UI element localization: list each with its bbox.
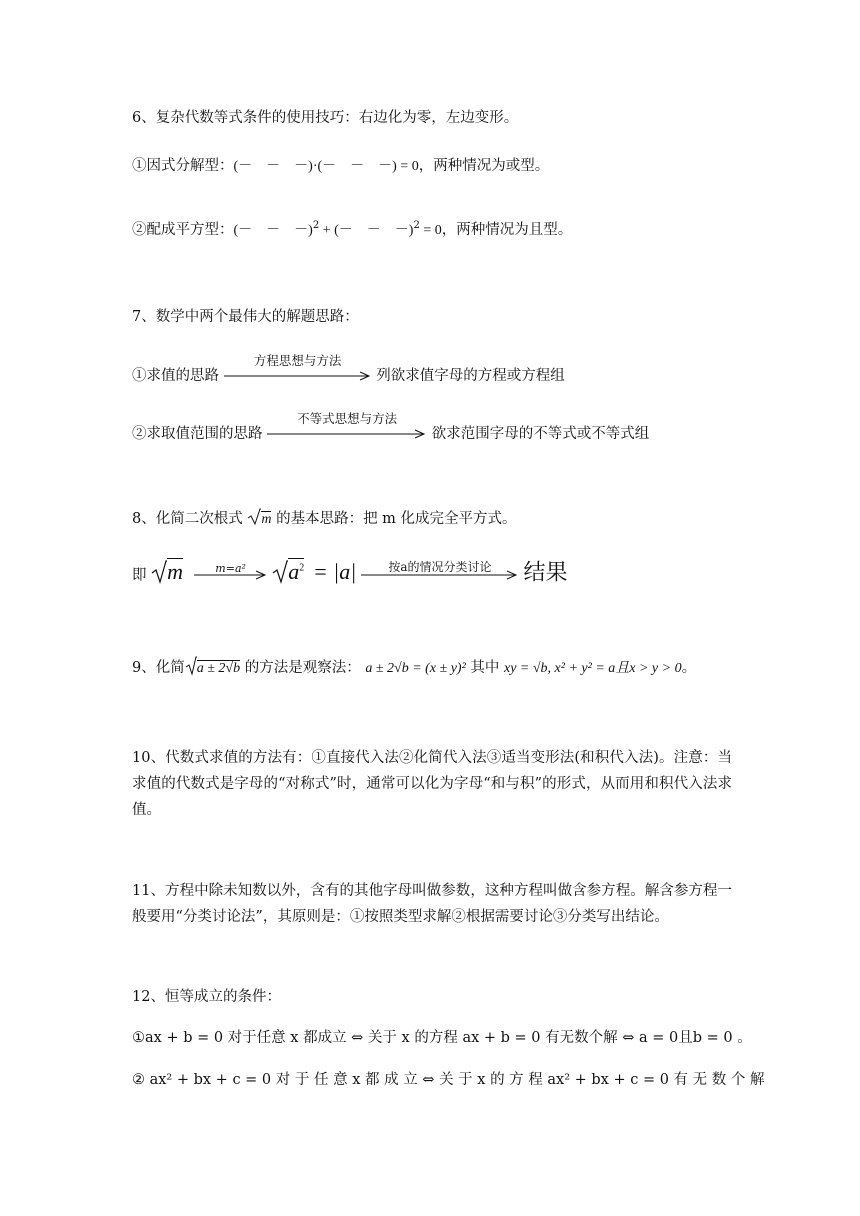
section-6-line-1 xyxy=(132,156,549,177)
factor-label: ①因式分解型： xyxy=(132,158,234,174)
square-formula-a: (－ － －) xyxy=(233,222,313,238)
section-12-line-2: ② ax² + bx + c = 0 对 于 任 意 x 都 成 立 ⇔ 关 于 x 的 方 程 ax² + bx + c = 0 有 无 数 个 解 xyxy=(132,1072,765,1088)
section-6-line-2 xyxy=(132,216,572,241)
s8-arrow-1 xyxy=(194,562,268,580)
factor-tail: ，两种情况为或型。 xyxy=(418,158,550,174)
s8-prefix: 即 xyxy=(132,567,147,584)
s8-title-m: m xyxy=(261,512,272,527)
section-7-line-1 xyxy=(132,353,565,386)
section-8-title xyxy=(132,508,517,530)
range-idea-tail: 欲求范围字母的不等式或不等式组 xyxy=(431,426,650,442)
s9-text-a: 9、化简 xyxy=(132,660,185,676)
radical-icon xyxy=(272,559,288,585)
radical-icon xyxy=(247,508,261,526)
sqrt-a-squared: $a^2$ xyxy=(288,559,305,585)
square-tail: ，两种情况为且型。 xyxy=(441,221,573,238)
sqrt-m: m xyxy=(167,559,183,585)
long-arrow-icon xyxy=(267,429,427,439)
range-idea-label: ②求取值范围的思路 xyxy=(132,426,263,442)
s9-text-b: 的方法是观察法： xyxy=(244,660,361,676)
section-7-title: 7、数学中两个最伟大的解题思路： xyxy=(132,309,359,325)
section-8-chain xyxy=(132,554,568,590)
section-12-title: 12、恒等成立的条件： xyxy=(132,989,281,1005)
value-idea-arrow-label: 方程思想与方法 xyxy=(253,353,342,368)
long-arrow-icon xyxy=(224,371,372,381)
s9-text-c: 其中 xyxy=(470,660,500,676)
section-10: 10、代数式求值的方法有：①直接代入法②化简代入法③适当变形法(和积代入法)。注意：当求值的代数式是字母的“对称式”时，通常可以化为字母“和与积”的形式，从而用和积代入法求值。 xyxy=(132,750,732,818)
section-11: 11、方程中除未知数以外，含有的其他字母叫做参数，这种方程叫做含参方程。解含参方程一般要用“分类讨论法”，其原则是：①按照类型求解②根据需要讨论③分类写出结论。 xyxy=(132,883,732,925)
section-7-line-2 xyxy=(132,411,650,444)
square-label: ②配成平方型： xyxy=(132,221,234,238)
value-idea-tail: 列欲求值字母的方程或方程组 xyxy=(376,368,565,384)
range-idea-arrow-label: 不等式思想与方法 xyxy=(297,411,398,426)
square-exp-1: 2 xyxy=(312,220,320,231)
square-exp-2: 2 xyxy=(413,220,420,231)
s8-arrow-1-label: m=a² xyxy=(215,562,246,576)
s8-title-a: 8、化简二次根式 xyxy=(132,511,243,527)
s8-abs-eq: = |a| xyxy=(312,559,357,585)
section-12-line-1: ①ax + b = 0 对于任意 x 都成立 ⇔ 关于 x 的方程 ax + b = 0 有无数个解 ⇔ a = 0且b = 0 。 xyxy=(132,1030,752,1046)
s8-result: 结果 xyxy=(523,560,568,586)
square-formula-b: + (－ － －) xyxy=(319,222,414,238)
square-formula-c: = 0 xyxy=(419,222,442,238)
factor-formula: (－ － －)·(－ － －) = 0 xyxy=(233,159,419,174)
s8-arrow-2-label: 按a的情况分类讨论 xyxy=(388,560,492,575)
s9-condition: xy = √b, x² + y² = a且x > y > 0 xyxy=(504,661,682,676)
s8-arrow-2 xyxy=(361,560,519,580)
s9-formula: a ± 2√b = (x ± y)² xyxy=(365,661,466,676)
range-idea-arrow xyxy=(267,411,427,439)
section-6-title: 6、复杂代数等式条件的使用技巧：右边化为零，左边变形。 xyxy=(132,110,519,126)
value-idea-arrow xyxy=(224,353,372,381)
section-9 xyxy=(132,656,696,679)
s9-radicand: a ± 2√b xyxy=(196,661,241,676)
s9-text-d: 。 xyxy=(681,660,697,676)
s8-title-b: 的基本思路：把 m 化成完全平方式。 xyxy=(276,511,517,527)
radical-icon xyxy=(151,559,167,585)
value-idea-label: ①求值的思路 xyxy=(132,368,219,384)
radical-icon xyxy=(185,656,197,676)
